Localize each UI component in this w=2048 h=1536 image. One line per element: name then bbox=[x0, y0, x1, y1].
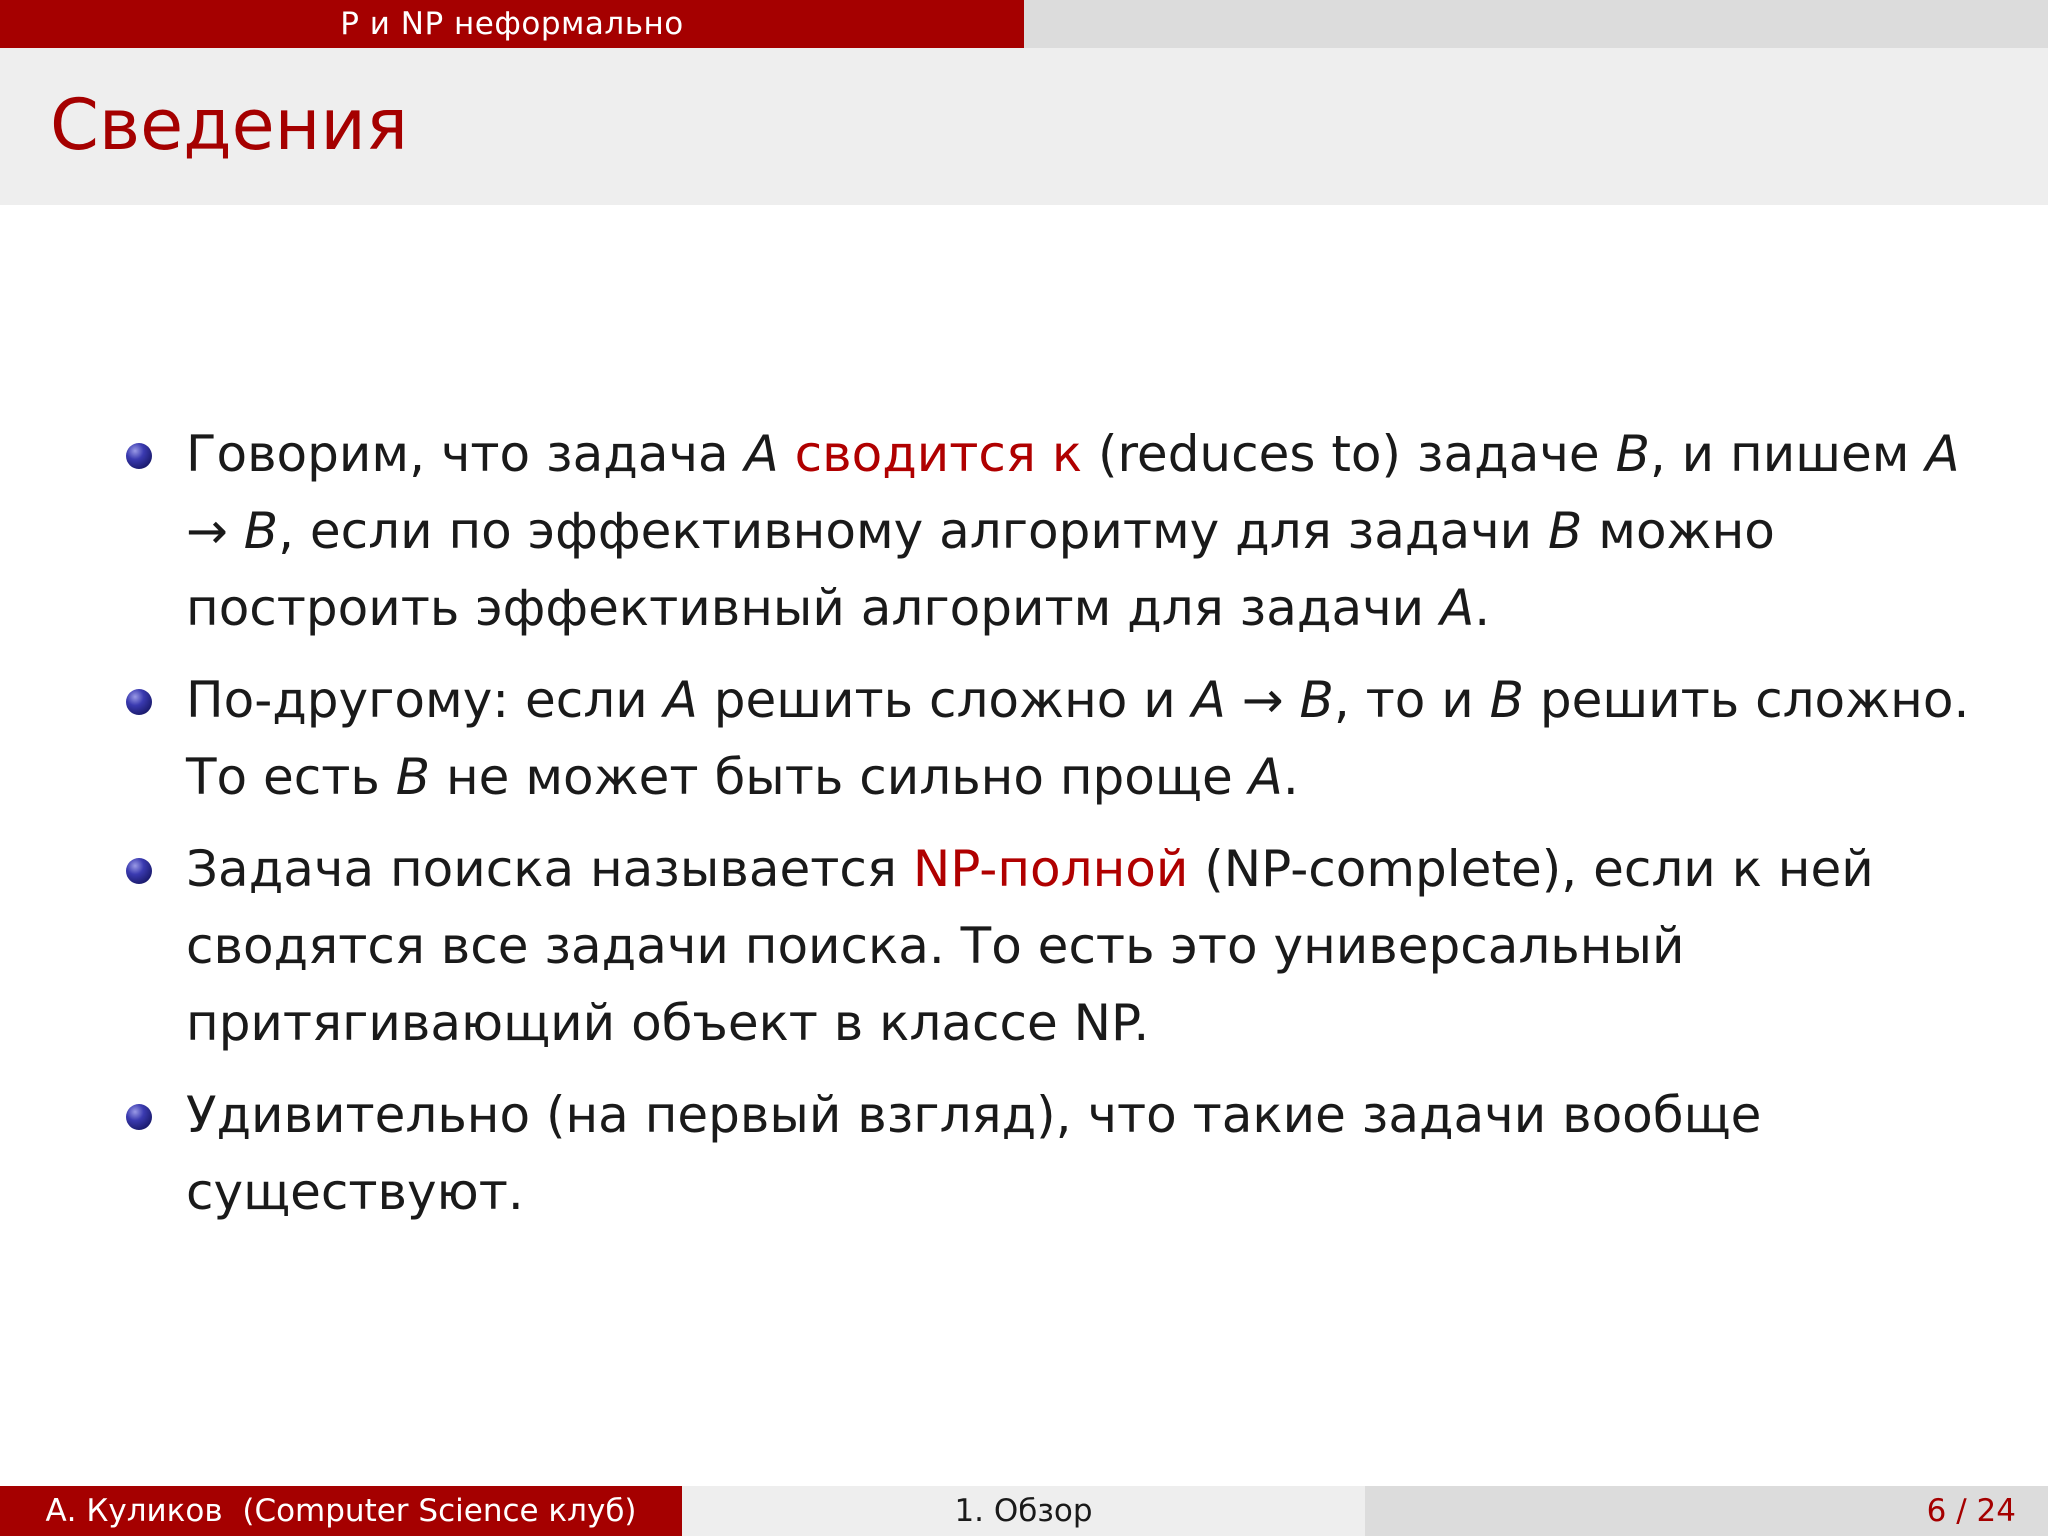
header-bar bbox=[0, 0, 2048, 48]
text: По-другому: если bbox=[186, 671, 664, 729]
bullet-list bbox=[120, 416, 2000, 1231]
text: . bbox=[1282, 748, 1299, 806]
header-empty-area bbox=[1024, 0, 2048, 48]
math-var: A bbox=[663, 671, 698, 729]
math-var: B bbox=[1299, 671, 1334, 729]
bullet-ball-icon bbox=[126, 443, 152, 469]
right-arrow-symbol: → bbox=[1225, 671, 1300, 729]
slide-content bbox=[120, 416, 2000, 1246]
bullet-ball-icon bbox=[126, 1104, 152, 1130]
bullet-ball-icon bbox=[126, 689, 152, 715]
math-var: B bbox=[395, 748, 431, 806]
bullet-item-reduction bbox=[120, 416, 2000, 647]
term-np-complete: NP-полной bbox=[912, 840, 1189, 898]
math-var: A bbox=[1925, 425, 1960, 483]
text: , и пишем bbox=[1649, 425, 1926, 483]
text: Удивительно (на первый взгляд), что такие задачи вообще существуют. bbox=[186, 1086, 1762, 1221]
text: Задача поиска называется bbox=[186, 840, 913, 898]
footer-section[interactable]: 1. Обзор bbox=[682, 1486, 1365, 1536]
footer-author[interactable]: А. Куликов (Computer Science клуб) bbox=[0, 1486, 682, 1536]
math-var: A bbox=[744, 425, 779, 483]
right-arrow-symbol: → bbox=[186, 502, 244, 560]
term-reduces-to: сводится к bbox=[794, 425, 1083, 483]
header-section-title[interactable]: P и NP неформально bbox=[0, 0, 1024, 48]
text: не может быть сильно проще bbox=[430, 748, 1249, 806]
footer-page-number: 6 / 24 bbox=[1365, 1486, 2048, 1536]
bullet-item-np-complete bbox=[120, 831, 2000, 1062]
text bbox=[779, 425, 795, 483]
bullet-ball-icon bbox=[126, 858, 152, 884]
text: можно построить эффективный алгоритм для задачи bbox=[186, 502, 1775, 637]
bullet-item-existence bbox=[120, 1077, 2000, 1231]
footer-bar bbox=[0, 1486, 2048, 1536]
text: Говорим, что задача bbox=[186, 425, 745, 483]
text: , то и bbox=[1333, 671, 1490, 729]
math-var: A bbox=[1248, 748, 1283, 806]
text: (reduces to) задаче bbox=[1082, 425, 1616, 483]
math-var: B bbox=[1489, 671, 1524, 729]
text: решить сложно. То есть bbox=[186, 671, 1970, 806]
text: . bbox=[1474, 579, 1491, 637]
text: (NP-complete), если к ней сводятся все задачи поиска. То есть это универсальный притягивающий объект в классе NP. bbox=[186, 840, 1874, 1052]
frame-title-band bbox=[0, 48, 2048, 205]
math-var: A bbox=[1440, 579, 1475, 637]
frame-title: Сведения bbox=[50, 84, 409, 166]
text: , если по эффективному алгоритму для задачи bbox=[278, 502, 1549, 560]
bullet-item-hardness bbox=[120, 662, 2000, 816]
math-var: B bbox=[1548, 502, 1583, 560]
math-var: B bbox=[1615, 425, 1650, 483]
math-var: B bbox=[243, 502, 279, 560]
text: решить сложно и bbox=[697, 671, 1192, 729]
math-var: A bbox=[1191, 671, 1226, 729]
